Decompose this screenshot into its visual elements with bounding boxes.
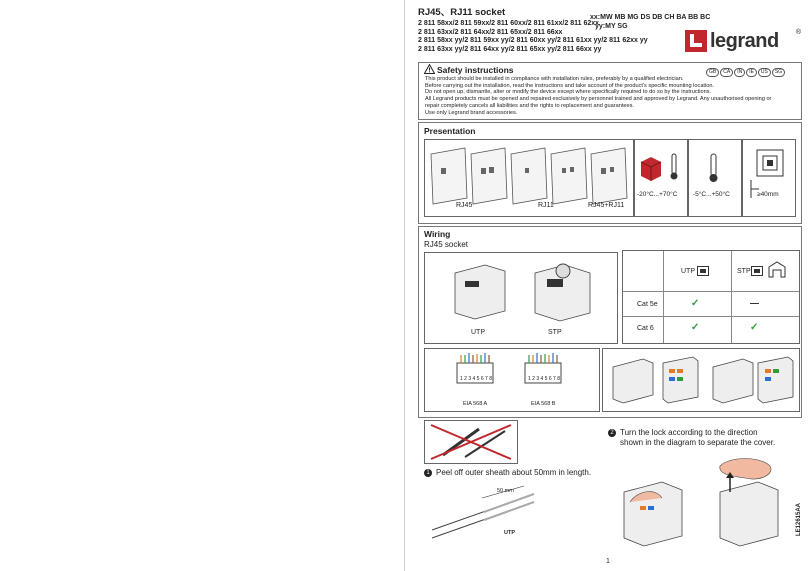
- box-depth-panel: [742, 139, 796, 217]
- reference-line: 2 811 63xx/2 811 64xx/2 811 65xx/2 811 66xx: [418, 28, 563, 36]
- presentation-title: Presentation: [424, 126, 476, 136]
- language-badge: CA: [720, 68, 733, 77]
- cable-strip-illustration: [424, 480, 544, 550]
- safety-line: This product should be installed in compliance with installation rules, preferably by a qualified electrician.: [425, 76, 684, 82]
- eia-568b-label: EIA 568 B: [531, 401, 556, 407]
- operating-temp-panel: [688, 139, 742, 217]
- storage-temp-panel: [634, 139, 688, 217]
- safety-line: Do not open up, dismantle, alter or modify the device except where specifically required to do so by the instructions.: [425, 89, 712, 96]
- country-codes-xx: xx:MW MB MG DS DB CH BA BB BC: [590, 14, 711, 21]
- pin-numbers-a: 1 2 3 4 5 6 7 8: [460, 376, 492, 382]
- strip-length-label: 50 mm: [497, 488, 514, 494]
- check-icon: ✓: [691, 322, 700, 333]
- safety-line: Before carrying out the installation, read the instructions and take account of the product's specific mounting location.: [425, 82, 715, 89]
- box-depth-value: ≥40mm: [757, 191, 779, 198]
- brand-name: legrand: [710, 30, 779, 52]
- step-1-text: Peel off outer sheath about 50mm in length.: [436, 468, 592, 477]
- document-reference: LE12615AA: [796, 502, 802, 536]
- row-label-cat6: Cat 6: [637, 325, 654, 332]
- document-title: RJ45、RJ11 socket: [418, 7, 506, 18]
- safety-title: Safety instructions: [437, 65, 514, 75]
- table-rule: [663, 251, 664, 343]
- thermometer-icon: [689, 140, 741, 190]
- table-header-utp: UTP: [681, 268, 695, 275]
- registered-mark: ®: [795, 29, 801, 36]
- table-rule: [731, 251, 732, 343]
- check-icon: ✓: [691, 298, 700, 309]
- country-codes-yy: yy:MY SG: [595, 22, 628, 30]
- wiring-subtitle: RJ45 socket: [424, 240, 469, 249]
- language-badge: US: [758, 68, 771, 77]
- legrand-logo: [685, 29, 801, 55]
- check-icon: ✓: [750, 322, 759, 333]
- row-label-cat5e: Cat 5e: [637, 301, 658, 308]
- module-terminal-panel: [602, 348, 800, 412]
- table-rule: [623, 291, 799, 292]
- operating-temp-range: -5°C...+50°C: [693, 191, 730, 198]
- storage-temp-range: -20°C...+70°C: [637, 191, 678, 198]
- utp-label: UTP: [471, 329, 485, 336]
- stp-label: STP: [548, 329, 562, 336]
- reference-line: 2 811 58xx yy/2 811 59xx yy/2 811 60xx yy/2 811 61xx yy/2 811 62xx yy: [418, 37, 648, 44]
- language-badge: IE: [746, 68, 757, 77]
- cable-compatibility-table: [622, 250, 800, 344]
- safety-line: All Legrand products must be opened and repaired exclusively by personnel trained and approved by Legrand. Any unauthorised opening or: [425, 96, 772, 103]
- cable-type-label: UTP: [504, 530, 515, 536]
- table-rule: [623, 316, 799, 317]
- step-2-text-line2: shown in the diagram to separate the cover.: [620, 438, 776, 447]
- step-1: [424, 468, 591, 478]
- variant-label-rj45-rj11: RJ45+RJ11: [588, 202, 625, 209]
- step-2-badge: 2: [608, 429, 616, 437]
- shield-clip-icon: [767, 261, 787, 279]
- storage-temp-icon: [635, 140, 687, 190]
- wiring-title: Wiring: [424, 229, 451, 239]
- warning-icon: [424, 64, 435, 74]
- variant-label-rj45: RJ45: [456, 202, 473, 209]
- reference-line: 2 811 58xx/2 811 59xx/2 811 60xx/2 811 61xx/2 811 62xx: [418, 20, 600, 27]
- safety-line: Use only Legrand brand accessories.: [425, 109, 518, 116]
- stp-jack-icon: [751, 266, 763, 276]
- language-badge: SG: [772, 68, 785, 77]
- page-fold-line: [404, 0, 405, 571]
- eia-pinout-diagrams: [425, 349, 599, 399]
- safety-text: [425, 76, 797, 116]
- reference-line: 2 811 63xx yy/2 811 64xx yy/2 811 65xx yy/2 811 66xx yy: [418, 45, 602, 53]
- socket-variants-panel: [424, 139, 634, 217]
- variant-label-rj11: RJ11: [538, 202, 554, 209]
- safety-line: repair completely cancels all liabilities and the rights to replacement and guarantees.: [425, 102, 634, 109]
- pin-numbers-b: 1 2 3 4 5 6 7 8: [528, 376, 560, 382]
- not-applicable-mark: —: [750, 298, 759, 308]
- utp-jack-icon: [697, 266, 709, 276]
- module-terminals-illustration: [603, 349, 799, 411]
- language-badge: IN: [734, 68, 745, 77]
- eia-wiring-panel: [424, 348, 600, 412]
- language-badge: GB: [706, 68, 719, 77]
- table-header-stp: STP: [737, 268, 751, 275]
- cable-type-panel: [424, 252, 618, 344]
- cover-removal-illustration: [610, 452, 796, 552]
- step-2: [608, 428, 775, 448]
- legrand-logo-icon: [685, 30, 707, 52]
- step-1-badge: 1: [424, 469, 432, 477]
- no-tools-icon: [425, 421, 517, 463]
- eia-568a-label: EIA 568 A: [463, 401, 488, 407]
- tools-warning-panel: [424, 420, 518, 464]
- connector-illustrations: [425, 253, 617, 331]
- page-number: 1: [606, 558, 610, 565]
- step-2-text-line1: Turn the lock according to the direction: [620, 428, 758, 437]
